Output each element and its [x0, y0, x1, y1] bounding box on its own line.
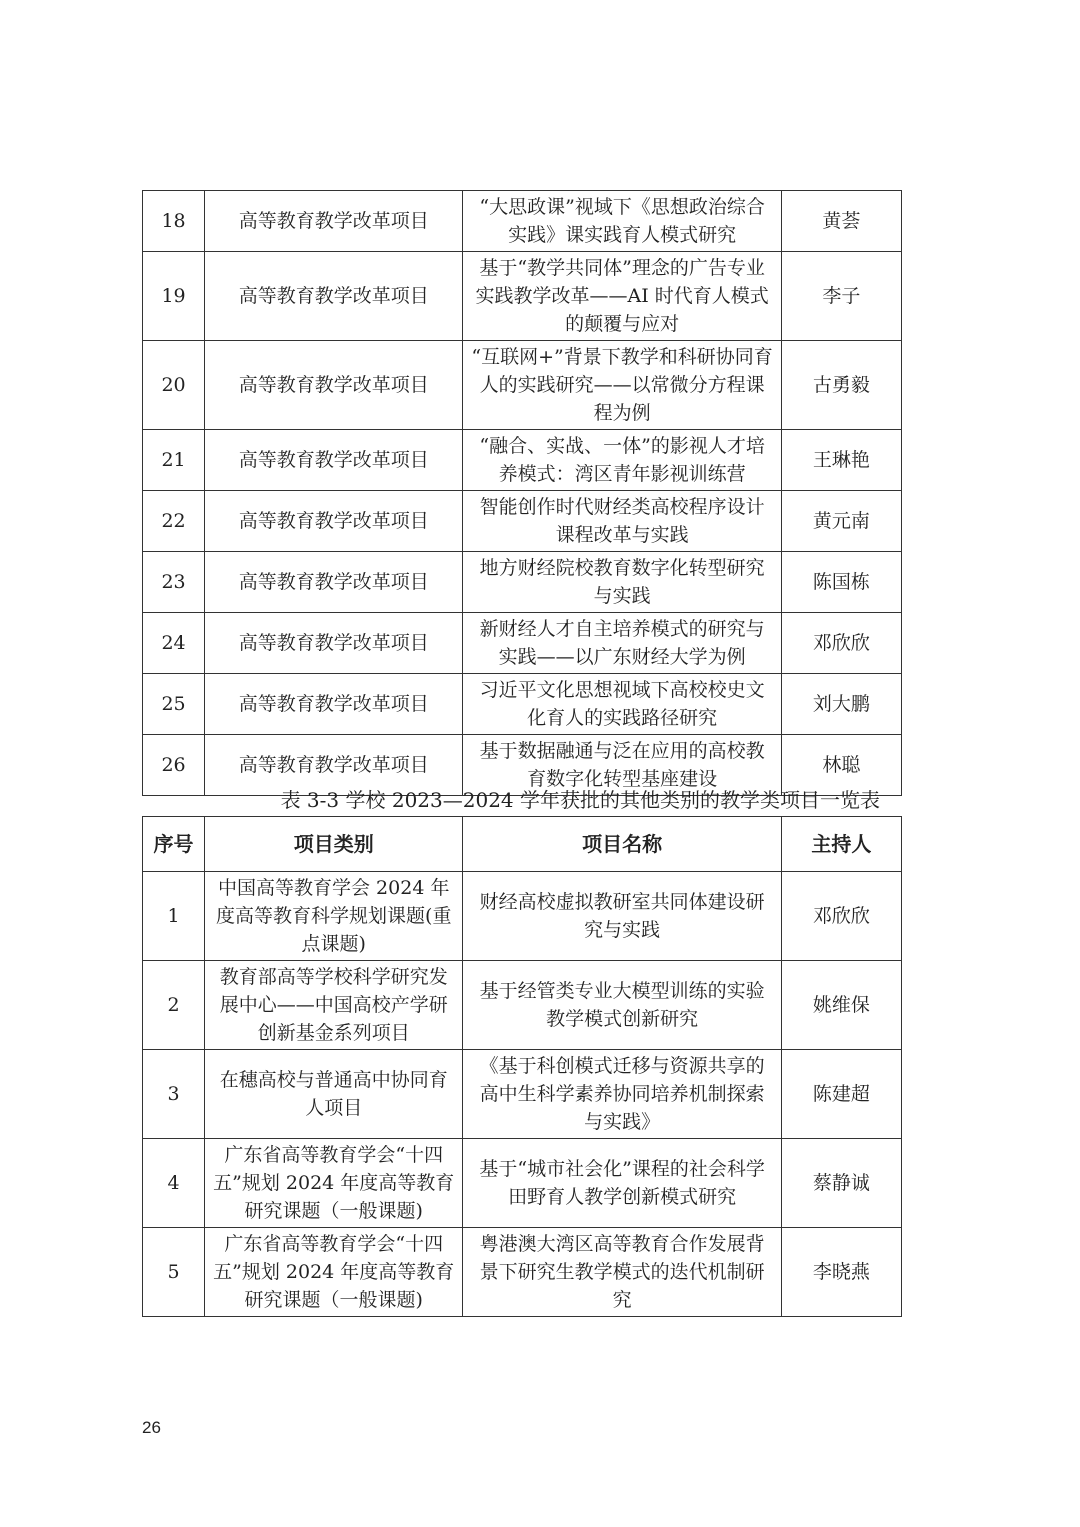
cell-name: 基于经管类专业大模型训练的实验教学模式创新研究 — [463, 961, 781, 1050]
cell-host: 刘大鹏 — [781, 674, 901, 735]
other-projects-table — [142, 816, 902, 1317]
cell-category: 广东省高等教育学会“十四五”规划 2024 年度高等教育研究课题（一般课题) — [205, 1139, 463, 1228]
cell-no: 26 — [143, 735, 205, 796]
cell-host: 黄元南 — [781, 491, 901, 552]
cell-no: 5 — [143, 1228, 205, 1317]
cell-name: “大思政课”视域下《思想政治综合实践》课实践育人模式研究 — [463, 191, 781, 252]
cell-name: 《基于科创模式迁移与资源共享的高中生科学素养协同培养机制探索与实践》 — [463, 1050, 781, 1139]
page-number: 26 — [142, 1418, 161, 1437]
table-row — [143, 872, 902, 961]
cell-no: 20 — [143, 341, 205, 430]
cell-category: 中国高等教育学会 2024 年度高等教育科学规划课题(重点课题) — [205, 872, 463, 961]
table-header-row — [143, 817, 902, 872]
cell-host: 黄荟 — [781, 191, 901, 252]
cell-category: 高等教育教学改革项目 — [205, 552, 463, 613]
cell-host: 邓欣欣 — [781, 872, 901, 961]
projects-table-continued-body — [143, 191, 902, 796]
cell-category: 高等教育教学改革项目 — [205, 735, 463, 796]
cell-host: 林聪 — [781, 735, 901, 796]
header-host: 主持人 — [781, 817, 901, 872]
table-row — [143, 1228, 902, 1317]
cell-no: 24 — [143, 613, 205, 674]
cell-host: 邓欣欣 — [781, 613, 901, 674]
table-row — [143, 674, 902, 735]
cell-host: 王琳艳 — [781, 430, 901, 491]
cell-host: 陈国栋 — [781, 552, 901, 613]
cell-no: 2 — [143, 961, 205, 1050]
cell-host: 陈建超 — [781, 1050, 901, 1139]
cell-name: 粤港澳大湾区高等教育合作发展背景下研究生教学模式的迭代机制研究 — [463, 1228, 781, 1317]
cell-category: 教育部高等学校科学研究发展中心——中国高校产学研创新基金系列项目 — [205, 961, 463, 1050]
cell-host: 古勇毅 — [781, 341, 901, 430]
cell-no: 4 — [143, 1139, 205, 1228]
cell-category: 高等教育教学改革项目 — [205, 491, 463, 552]
cell-no: 18 — [143, 191, 205, 252]
cell-category: 在穗高校与普通高中协同育人项目 — [205, 1050, 463, 1139]
cell-host: 李子 — [781, 252, 901, 341]
cell-name: 智能创作时代财经类高校程序设计课程改革与实践 — [463, 491, 781, 552]
table-row — [143, 613, 902, 674]
cell-name: 财经高校虚拟教研室共同体建设研究与实践 — [463, 872, 781, 961]
cell-category: 高等教育教学改革项目 — [205, 252, 463, 341]
cell-no: 3 — [143, 1050, 205, 1139]
table-caption: 表 3-3 学校 2023—2024 学年获批的其他类别的教学类项目一览表 — [280, 788, 880, 812]
cell-category: 高等教育教学改革项目 — [205, 613, 463, 674]
cell-no: 19 — [143, 252, 205, 341]
table-row — [143, 430, 902, 491]
table-row — [143, 491, 902, 552]
cell-no: 25 — [143, 674, 205, 735]
cell-name: 习近平文化思想视域下高校校史文化育人的实践路径研究 — [463, 674, 781, 735]
table-row — [143, 552, 902, 613]
header-name: 项目名称 — [463, 817, 781, 872]
table-row — [143, 341, 902, 430]
cell-name: 基于数据融通与泛在应用的高校教育数字化转型基座建设 — [463, 735, 781, 796]
cell-category: 高等教育教学改革项目 — [205, 341, 463, 430]
cell-no: 22 — [143, 491, 205, 552]
table-row — [143, 252, 902, 341]
table-row — [143, 961, 902, 1050]
cell-name: 基于“城市社会化”课程的社会科学田野育人教学创新模式研究 — [463, 1139, 781, 1228]
cell-no: 23 — [143, 552, 205, 613]
cell-name: 基于“教学共同体”理念的广告专业实践教学改革——AI 时代育人模式的颠覆与应对 — [463, 252, 781, 341]
cell-name: “互联网+”背景下教学和科研协同育人的实践研究——以常微分方程课程为例 — [463, 341, 781, 430]
cell-host: 李晓燕 — [781, 1228, 901, 1317]
projects-table-continued — [142, 190, 902, 796]
header-category: 项目类别 — [205, 817, 463, 872]
cell-host: 蔡静诚 — [781, 1139, 901, 1228]
cell-name: 地方财经院校教育数字化转型研究与实践 — [463, 552, 781, 613]
cell-category: 广东省高等教育学会“十四五”规划 2024 年度高等教育研究课题（一般课题) — [205, 1228, 463, 1317]
other-projects-table-body — [143, 872, 902, 1317]
table-row — [143, 1050, 902, 1139]
cell-no: 1 — [143, 872, 205, 961]
cell-category: 高等教育教学改革项目 — [205, 430, 463, 491]
cell-name: “融合、实战、一体”的影视人才培养模式：湾区青年影视训练营 — [463, 430, 781, 491]
cell-host: 姚维保 — [781, 961, 901, 1050]
cell-category: 高等教育教学改革项目 — [205, 191, 463, 252]
table-row — [143, 191, 902, 252]
table-row — [143, 1139, 902, 1228]
header-no: 序号 — [143, 817, 205, 872]
cell-no: 21 — [143, 430, 205, 491]
cell-category: 高等教育教学改革项目 — [205, 674, 463, 735]
cell-name: 新财经人才自主培养模式的研究与实践——以广东财经大学为例 — [463, 613, 781, 674]
